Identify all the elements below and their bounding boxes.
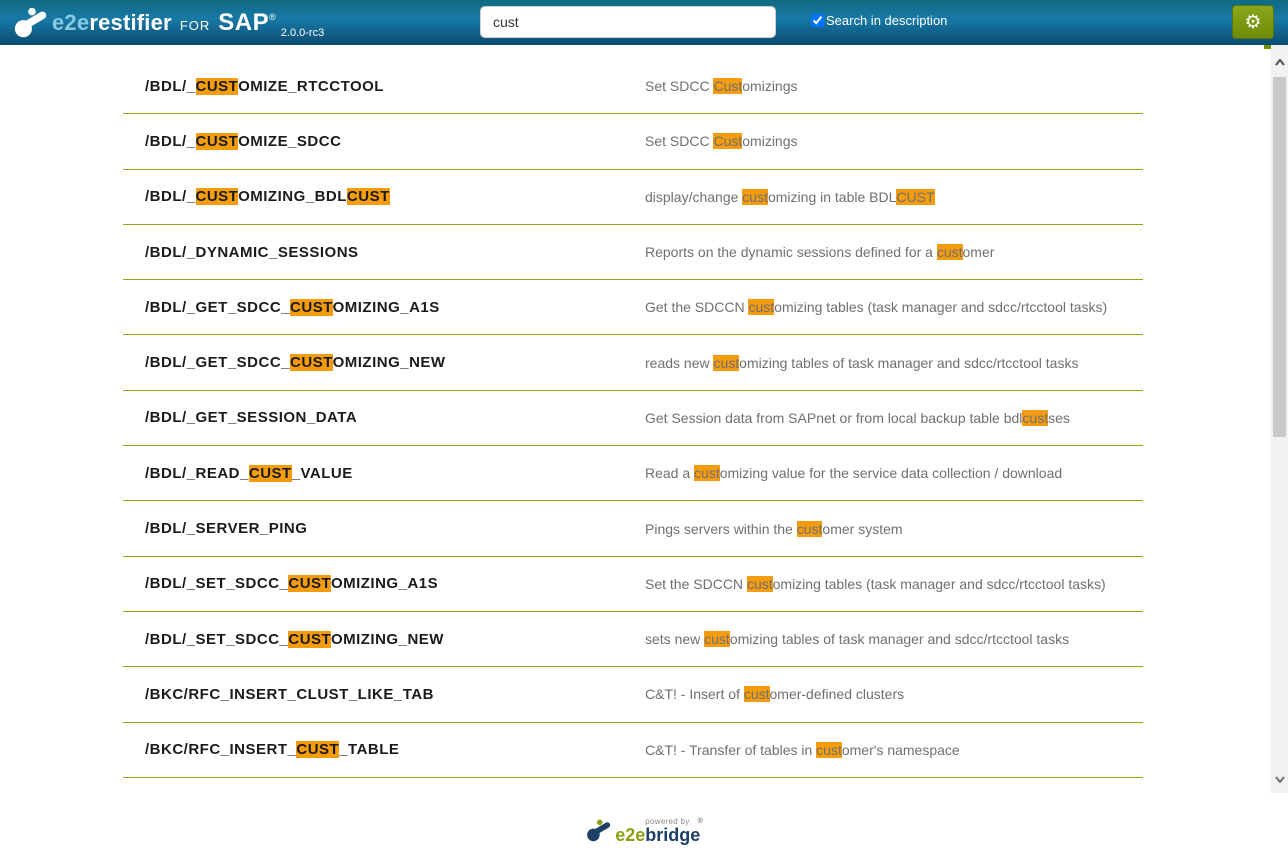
- search-input[interactable]: [480, 6, 776, 38]
- result-row[interactable]: [123, 612, 1143, 667]
- scroll-up-button[interactable]: [1271, 53, 1288, 70]
- brand-version: 2.0.0-rc3: [280, 27, 325, 39]
- e2e-logo-icon: [12, 4, 50, 42]
- brand-e2e: e2e: [52, 10, 90, 35]
- e2ebridge-logo-icon: [585, 816, 615, 844]
- search-match-highlight: CUST: [195, 188, 239, 206]
- search-match-highlight: CUST: [290, 298, 333, 316]
- chevron-up-icon: [1275, 53, 1285, 71]
- search-match-highlight: CUST: [296, 741, 340, 759]
- result-row[interactable]: [123, 170, 1143, 225]
- search-match-highlight: CUST: [248, 464, 292, 482]
- brand-restifier: restifier: [89, 10, 172, 35]
- search-match-highlight: cust: [746, 575, 773, 592]
- function-description: Get Session data from SAPnet or from local backup table bdlcustses: [645, 409, 1070, 426]
- result-row[interactable]: [123, 391, 1143, 446]
- search-match-highlight: CUST: [288, 575, 331, 593]
- search-match-highlight: cust: [742, 188, 768, 205]
- search-match-highlight: cust: [816, 741, 842, 758]
- function-name: /BDL/_GET_SDCC_CUSTOMIZING_NEW: [145, 354, 446, 372]
- function-description: Set SDCC Customizings: [645, 78, 798, 95]
- scrollbar[interactable]: [1271, 45, 1288, 793]
- result-row[interactable]: [123, 114, 1143, 169]
- function-description: Pings servers within the customer system: [645, 520, 903, 537]
- scrollbar-thumb[interactable]: [1273, 77, 1286, 437]
- footer-brand-bridge: bridge: [645, 825, 701, 845]
- search-match-highlight: CUST: [195, 132, 239, 150]
- search-match-highlight: CUST: [896, 188, 935, 205]
- search-match-highlight: cust: [713, 354, 740, 371]
- search-match-highlight: cust: [748, 299, 775, 316]
- result-row[interactable]: [123, 501, 1143, 556]
- function-name: /BDL/_CUSTOMIZE_SDCC: [145, 132, 342, 150]
- app-logo: [12, 4, 324, 42]
- function-name: /BKC/RFC_INSERT_CUST_TABLE: [145, 741, 400, 759]
- function-description: Get the SDCCN customizing tables (task manager and sdcc/rtcctool tasks): [645, 299, 1108, 316]
- function-description: Reports on the dynamic sessions defined for a customer: [645, 244, 995, 261]
- result-row[interactable]: [123, 723, 1143, 778]
- search-in-description-checkbox[interactable]: [811, 14, 824, 27]
- search-in-description-label[interactable]: Search in description: [826, 13, 948, 28]
- brand-registered-mark: ®: [269, 12, 276, 22]
- footer-registered-mark: ®: [697, 818, 703, 825]
- function-description: reads new customizing tables of task manager and sdcc/rtcctool tasks: [645, 354, 1079, 371]
- function-name: /BDL/_SERVER_PING: [145, 520, 308, 538]
- function-name: /BDL/_SET_SDCC_CUSTOMIZING_NEW: [145, 630, 444, 648]
- search-match-highlight: cust: [936, 244, 963, 261]
- function-name: /BDL/_SET_SDCC_CUSTOMIZING_A1S: [145, 575, 439, 593]
- function-description: sets new customizing tables of task manager and sdcc/rtcctool tasks: [645, 631, 1070, 648]
- function-name: /BDL/_CUSTOMIZING_BDLCUST: [145, 188, 390, 206]
- function-description: C&T! - Transfer of tables in customer's namespace: [645, 741, 960, 758]
- settings-button[interactable]: [1232, 5, 1274, 39]
- search-match-highlight: cust: [796, 520, 823, 537]
- result-row[interactable]: [123, 225, 1143, 280]
- powered-by-label: powered by: [645, 817, 690, 826]
- footer-brand-e2e: e2e: [615, 825, 646, 845]
- function-name: /BDL/_GET_SESSION_DATA: [145, 409, 358, 427]
- search-match-highlight: cust: [743, 686, 770, 703]
- function-description: display/change customizing in table BDLCUST: [645, 188, 935, 205]
- function-name: /BDL/_GET_SDCC_CUSTOMIZING_A1S: [145, 298, 440, 316]
- function-results-list: [123, 45, 1143, 778]
- scroll-down-button[interactable]: [1271, 770, 1288, 787]
- function-name: /BKC/RFC_INSERT_CLUST_LIKE_TAB: [145, 685, 434, 703]
- gear-icon: ⚙: [1244, 11, 1262, 33]
- result-row[interactable]: [123, 335, 1143, 390]
- search-match-highlight: CUST: [288, 630, 331, 648]
- function-description: Read a customizing value for the service data collection / download: [645, 465, 1063, 482]
- function-name: /BDL/_READ_CUST_VALUE: [145, 464, 353, 482]
- app-header: [0, 0, 1288, 45]
- search-match-highlight: CUST: [290, 354, 333, 372]
- result-row[interactable]: [123, 557, 1143, 612]
- e2ebridge-logo[interactable]: [585, 816, 703, 844]
- brand-sap: SAP: [218, 9, 270, 36]
- function-name: /BDL/_DYNAMIC_SESSIONS: [145, 243, 359, 261]
- result-row[interactable]: [123, 667, 1143, 722]
- search-match-highlight: cust: [694, 465, 720, 482]
- page-footer: [0, 816, 1288, 844]
- result-row[interactable]: [123, 59, 1143, 114]
- function-name: /BDL/_CUSTOMIZE_RTCCTOOL: [145, 77, 384, 95]
- search-match-highlight: cust: [704, 631, 730, 648]
- function-description: C&T! - Insert of customer-defined clusters: [645, 686, 905, 703]
- result-row[interactable]: [123, 280, 1143, 335]
- search-match-highlight: Cust: [713, 78, 743, 95]
- brand-for: FOR: [179, 18, 211, 33]
- result-row[interactable]: [123, 446, 1143, 501]
- search-match-highlight: CUST: [195, 77, 239, 95]
- search-match-highlight: Cust: [713, 133, 743, 150]
- search-match-highlight: cust: [1022, 409, 1049, 426]
- chevron-down-icon: [1275, 770, 1285, 788]
- search-match-highlight: CUST: [346, 188, 390, 206]
- function-description: Set SDCC Customizings: [645, 133, 798, 150]
- function-description: Set the SDCCN customizing tables (task manager and sdcc/rtcctool tasks): [645, 575, 1106, 592]
